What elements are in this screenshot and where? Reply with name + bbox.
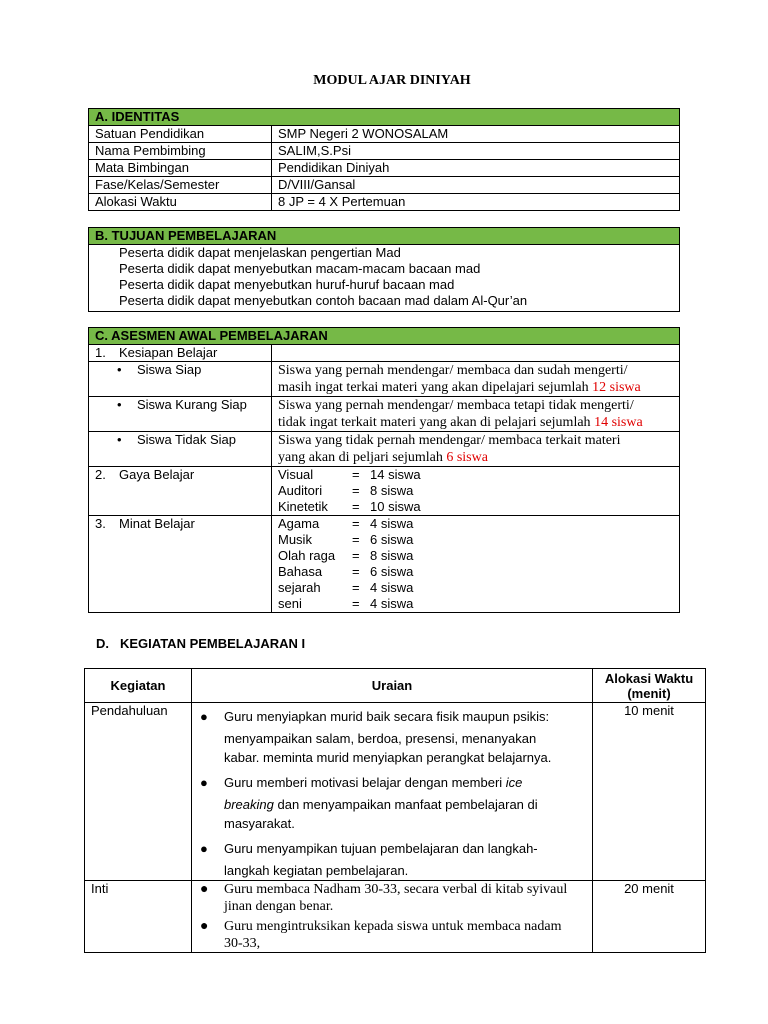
col-header-alokasi: Alokasi Waktu (menit) — [593, 669, 706, 703]
table-row — [85, 881, 706, 953]
siswa-count: 14 siswa — [594, 415, 643, 430]
table-row — [89, 143, 680, 160]
bullet-icon: • — [117, 432, 122, 447]
col-header-kegiatan: Kegiatan — [85, 669, 192, 703]
tujuan-list — [89, 245, 680, 312]
list-item: Peserta didik dapat menyebutkan macam-macam bacaan mad — [119, 261, 481, 276]
table-row — [89, 467, 680, 516]
table-row — [89, 516, 680, 613]
kesiapan-category: Siswa Siap — [137, 362, 202, 377]
asesmen-table — [88, 327, 680, 613]
identitas-value: SALIM,S.Psi — [272, 143, 680, 160]
alokasi-value: 20 menit — [593, 881, 706, 953]
tujuan-table — [88, 227, 680, 312]
uraian-cell: ● Guru membaca Nadham 30-33, secara verbal di kitab syivaul jinan dengan benar. ● Guru mengintruksikan kepada siswa untuk membaca nadam 30-33, — [192, 881, 593, 953]
kesiapan-description: Siswa yang tidak pernah mendengar/ membaca terkait materi yang akan di peljari sejumlah 6 siswa — [272, 432, 680, 467]
identitas-value: Pendidikan Diniyah — [272, 160, 680, 177]
page-title: MODUL AJAR DINIYAH — [313, 73, 471, 88]
uraian-cell: ● Guru menyiapkan murid baik secara fisik maupun psikis: menyampaikan salam, berdoa, presensi, menanyakan kabar. meminta murid menyiapkan perangkat belajarnya. ● Guru memberi motivasi belajar dengan memberi ice breaking dan menyampaikan manfaat pembelajaran di masyarakat. ● Guru menyampikan tujuan pembelajaran dan langkah- langkah kegiatan pembelajaran. — [192, 703, 593, 881]
identitas-value: D/VIII/Gansal — [272, 177, 680, 194]
table-row — [89, 126, 680, 143]
siswa-count: 6 siswa — [446, 450, 488, 465]
identitas-value: SMP Negeri 2 WONOSALAM — [272, 126, 680, 143]
kegiatan-label: Inti — [85, 881, 192, 953]
identitas-value: 8 JP = 4 X Pertemuan — [272, 194, 680, 211]
gaya-values: Visual = 14 siswa Auditori = 8 siswa Kinetetik = 10 siswa — [272, 467, 680, 516]
kegiatan-table — [84, 668, 706, 953]
tujuan-header: B. TUJUAN PEMBELAJARAN — [89, 228, 680, 245]
list-item: Peserta didik dapat menjelaskan pengertian Mad — [119, 245, 401, 260]
identitas-label: Nama Pembimbing — [89, 143, 272, 160]
identitas-label: Mata Bimbingan — [89, 160, 272, 177]
gaya-label: 2. Gaya Belajar — [89, 467, 272, 516]
identitas-label: Satuan Pendidikan — [89, 126, 272, 143]
table-row — [89, 194, 680, 211]
identitas-header: A. IDENTITAS — [89, 109, 680, 126]
section-heading: D. KEGIATAN PEMBELAJARAN I — [96, 636, 306, 651]
minat-label: 3. Minat Belajar — [89, 516, 272, 613]
col-header-uraian: Uraian — [192, 669, 593, 703]
table-row — [89, 177, 680, 194]
kegiatan-label: Pendahuluan — [85, 703, 192, 881]
table-row — [89, 432, 680, 467]
alokasi-value: 10 menit — [593, 703, 706, 881]
table-row — [89, 160, 680, 177]
identitas-label: Fase/Kelas/Semester — [89, 177, 272, 194]
siswa-count: 12 siswa — [592, 380, 641, 395]
list-item: Peserta didik dapat menyebutkan contoh bacaan mad dalam Al-Qur’an — [119, 293, 528, 308]
identitas-table — [88, 108, 680, 211]
bullet-icon: • — [117, 397, 122, 412]
bullet-icon: ● — [200, 775, 208, 790]
kesiapan-category: Siswa Kurang Siap — [137, 397, 247, 412]
bullet-icon: ● — [200, 841, 208, 856]
list-item: Peserta didik dapat menyebutkan huruf-huruf bacaan mad — [119, 277, 455, 292]
bullet-icon: ● — [200, 919, 209, 934]
table-row — [85, 703, 706, 881]
bullet-icon: • — [117, 362, 122, 377]
kesiapan-category: Siswa Tidak Siap — [137, 432, 236, 447]
minat-values: Agama = 4 siswa Musik = 6 siswa Olah raga = 8 siswa Bahasa = 6 siswa sejarah = 4 siswa seni = 4 siswa — [272, 516, 680, 613]
table-row — [89, 362, 680, 397]
bullet-icon: ● — [200, 882, 209, 897]
kesiapan-description: Siswa yang pernah mendengar/ membaca tetapi tidak mengerti/ tidak ingat terkait materi yang akan di pelajari sejumlah 14 siswa — [272, 397, 680, 432]
asesmen-header: C. ASESMEN AWAL PEMBELAJARAN — [89, 328, 680, 345]
bullet-icon: ● — [200, 709, 208, 724]
kesiapan-description: Siswa yang pernah mendengar/ membaca dan sudah mengerti/ masih ingat terkai materi yang akan dipelajari sejumlah 12 siswa — [272, 362, 680, 397]
identitas-label: Alokasi Waktu — [89, 194, 272, 211]
table-row — [89, 397, 680, 432]
kesiapan-label: 1. Kesiapan Belajar — [89, 345, 272, 362]
